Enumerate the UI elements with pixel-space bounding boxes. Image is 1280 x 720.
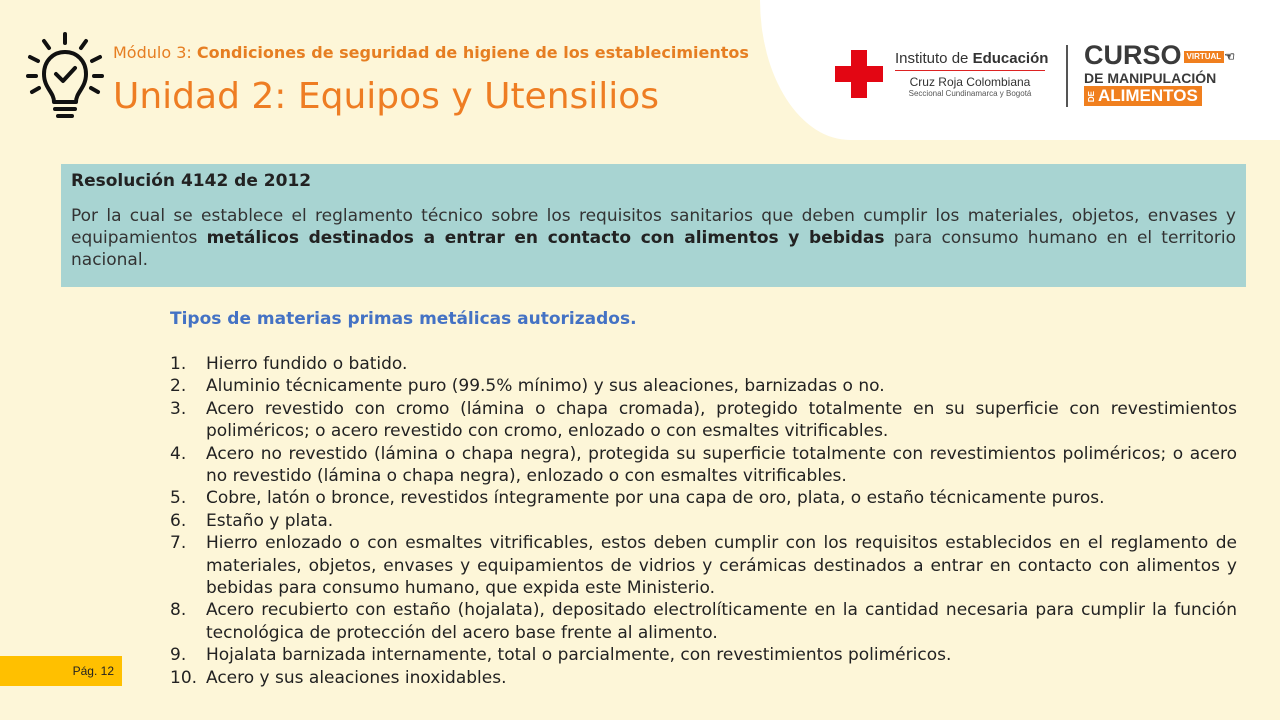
resolution-text [71,205,1236,271]
course-logo [1084,42,1234,106]
institute-section: Seccional Cundinamarca y Bogotá [908,89,1032,98]
list-item [170,375,1237,397]
list-item [170,398,1237,443]
lightbulb-check-icon [24,30,106,122]
list-item [170,667,1237,689]
list-item-number: 4. [170,443,187,464]
course-food-banner [1084,86,1202,106]
red-cross-logo-icon [835,50,883,98]
list-item-text: Acero revestido con cromo (lámina o chapa cromada), protegido totalmente en su superficie con revestimientos poliméricos; o acero revestido con cromo, enlozado o con esmaltes vitrificables. [206,398,1237,442]
list-item-text: Aluminio técnicamente puro (99.5% mínimo) y sus aleaciones, barnizadas o no. [206,376,885,397]
list-item-number: 8. [170,600,187,621]
course-food: ALIMENTOS [1098,86,1198,106]
list-item-text: Hierro fundido o batido. [206,354,408,374]
list-item-number: 7. [170,533,187,554]
list-item [170,532,1237,599]
resolution-box [61,164,1246,287]
list-item-number: 5. [170,488,187,509]
list-item-number: 6. [170,510,187,531]
institute-logo [895,50,1050,98]
list-item-number: 1. [170,354,187,374]
module-title: Condiciones de seguridad de higiene de los establecimientos [196,43,749,62]
logo-divider [1066,45,1068,107]
page-number-badge: Pág. 12 [0,656,122,686]
list-item-number: 3. [170,398,187,419]
list-item [170,599,1237,644]
pointer-hand-icon: ☜ [1224,49,1235,64]
course-word: CURSO [1084,40,1182,70]
resolution-text-bold: metálicos destinados a entrar en contacto con alimentos y bebidas [206,228,885,248]
list-item [170,510,1237,532]
course-subtitle: DE MANIPULACIÓN [1084,70,1217,87]
list-item-text: Hojalata barnizada internamente, total o parcialmente, con revestimientos poliméricos. [206,645,952,666]
institute-name: Cruz Roja Colombiana [909,75,1031,89]
institute-divider [895,70,1045,71]
list-item [170,353,1237,375]
list-item [170,644,1237,666]
resolution-text-start: Por la cual se establece el reglamento técnico sobre los requisitos sanitarios que deben cumplir los materiales, objetos, envases y equipamientos [71,206,1236,248]
course-virtual-badge: VIRTUAL [1184,51,1225,63]
list-item-text: Acero recubierto con estaño (hojalata), depositado electrolíticamente en la cantidad necesaria para cumplir la función tecnológica de protección del acero base frente al alimento. [206,600,1237,643]
list-item-number: 2. [170,376,187,397]
list-item-text: Acero y sus aleaciones inoxidables. [206,667,507,688]
list-item [170,443,1237,488]
unit-title: Unidad 2: Equipos y Utensilios [113,76,660,117]
course-de: DE [1087,91,1096,103]
list-item-text: Cobre, latón o bronce, revestidos íntegramente por una capa de oro, plata, o estaño técnicamente puros. [206,488,1105,509]
materials-list [170,353,1237,689]
module-prefix: Módulo 3: [113,43,197,62]
resolution-title: Resolución 4142 de 2012 [71,171,312,191]
institute-prefix: Instituto de [895,50,973,67]
types-title: Tipos de materias primas metálicas autorizados. [170,309,637,329]
list-item-text: Acero no revestido (lámina o chapa negra), protegida su superficie totalmente con revestimientos poliméricos; o acero no revestido (lámina o chapa negra), enlozado o con esmaltes vitrificables. [206,443,1237,487]
list-item-text: Estaño y plata. [206,510,334,531]
list-item [170,487,1237,509]
module-heading [113,43,749,62]
list-item-text: Hierro enlozado o con esmaltes vitrificables, estos deben cumplir con los requisitos establecidos en el reglamento de materiales, objetos, envases y equipamientos de vidrios y cerámicas destinados a entrar en contacto con alimentos y bebidas para consumo humano, que expida este Ministerio. [206,533,1237,599]
institute-bold: Educación [972,50,1049,67]
list-item-number: 10. [170,667,198,688]
list-item-number: 9. [170,645,187,666]
resolution-text-end: para consumo humano en el territorio nacional. [71,228,1236,270]
